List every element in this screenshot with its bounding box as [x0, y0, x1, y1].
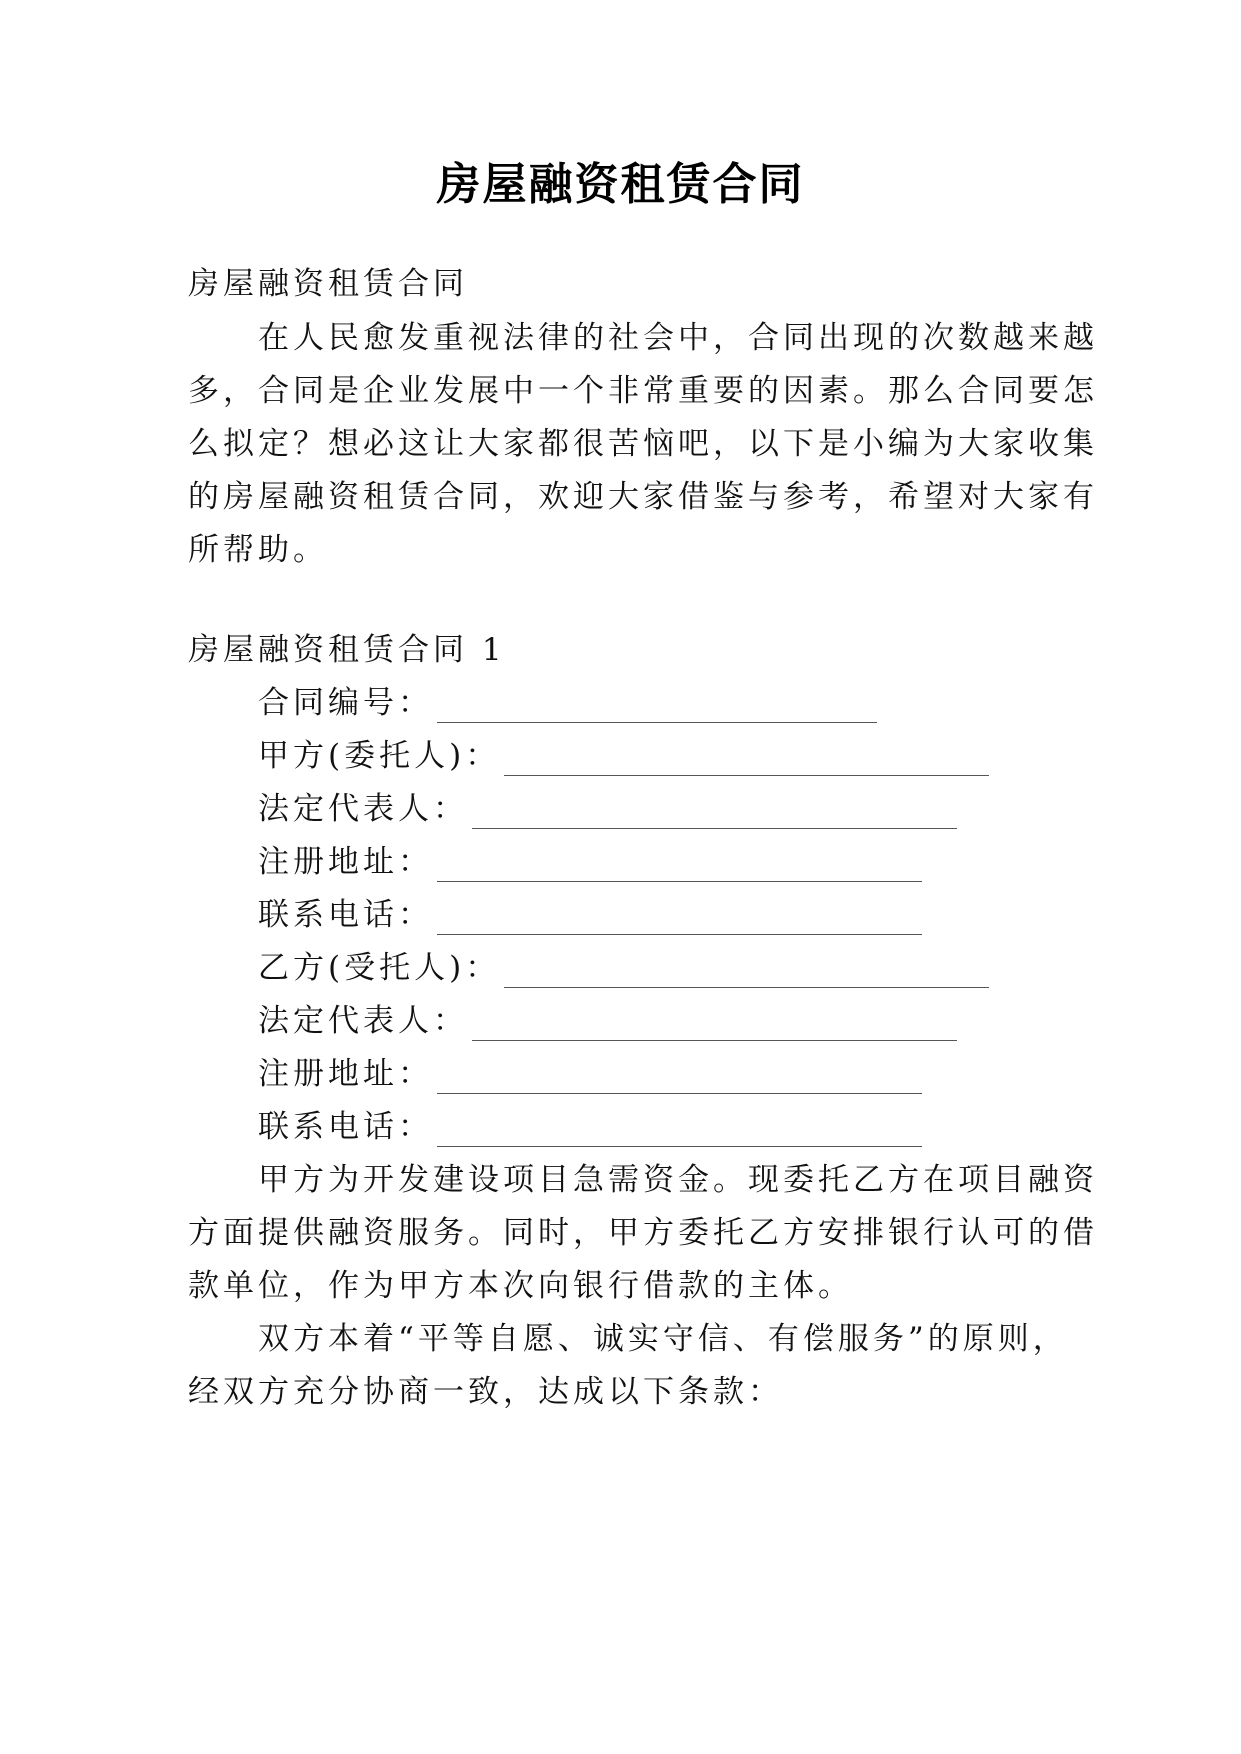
paragraph-line: 双方本着“平等自愿、诚实守信、有偿服务”的原则，: [258, 1321, 1068, 1357]
blank-line: [472, 802, 957, 829]
blank-line: [504, 961, 989, 988]
party-b-phone-field: [258, 1107, 1138, 1147]
party-b-address-field: [258, 1054, 1138, 1094]
paragraph-line: 款单位，作为甲方本次向银行借款的主体。: [188, 1268, 853, 1304]
document-subtitle: 房屋融资租赁合同: [188, 266, 468, 302]
blank-line: [472, 1014, 957, 1041]
party-a-address-field: [258, 842, 1138, 882]
intro-line: 多，合同是企业发展中一个非常重要的因素。那么合同要怎: [188, 373, 1098, 409]
field-label: 联系电话：: [258, 897, 433, 933]
party-b-field: [258, 948, 1138, 988]
field-label: 合同编号：: [258, 685, 433, 721]
document-title: 房屋融资租赁合同: [436, 159, 805, 210]
intro-line: 所帮助。: [188, 532, 328, 568]
section-heading: 房屋融资租赁合同 1: [188, 632, 506, 668]
paragraph-line: 方面提供融资服务。同时，甲方委托乙方安排银行认可的借: [188, 1215, 1098, 1251]
party-a-field: [258, 736, 1138, 776]
intro-line: 在人民愈发重视法律的社会中，合同出现的次数越来越: [258, 320, 1098, 356]
paragraph-line: 甲方为开发建设项目急需资金。现委托乙方在项目融资: [258, 1162, 1098, 1198]
blank-line: [504, 749, 989, 776]
party-a-phone-field: [258, 895, 1138, 935]
paragraph-line: 经双方充分协商一致，达成以下条款：: [188, 1374, 783, 1410]
blank-line: [437, 1067, 922, 1094]
party-a-representative-field: [258, 789, 1138, 829]
field-label: 注册地址：: [258, 844, 433, 880]
intro-line: 么拟定？想必这让大家都很苦恼吧，以下是小编为大家收集: [188, 426, 1098, 462]
field-label: 法定代表人：: [258, 791, 468, 827]
party-b-representative-field: [258, 1001, 1138, 1041]
field-label: 注册地址：: [258, 1056, 433, 1092]
field-label: 联系电话：: [258, 1109, 433, 1145]
field-label: 乙方(受托人)：: [258, 950, 501, 986]
field-label: 甲方(委托人)：: [258, 738, 501, 774]
field-label: 法定代表人：: [258, 1003, 468, 1039]
blank-line: [437, 908, 922, 935]
blank-line: [437, 696, 877, 723]
blank-line: [437, 855, 922, 882]
intro-line: 的房屋融资租赁合同，欢迎大家借鉴与参考，希望对大家有: [188, 479, 1098, 515]
contract-number-field: [258, 683, 1138, 723]
blank-line: [437, 1120, 922, 1147]
